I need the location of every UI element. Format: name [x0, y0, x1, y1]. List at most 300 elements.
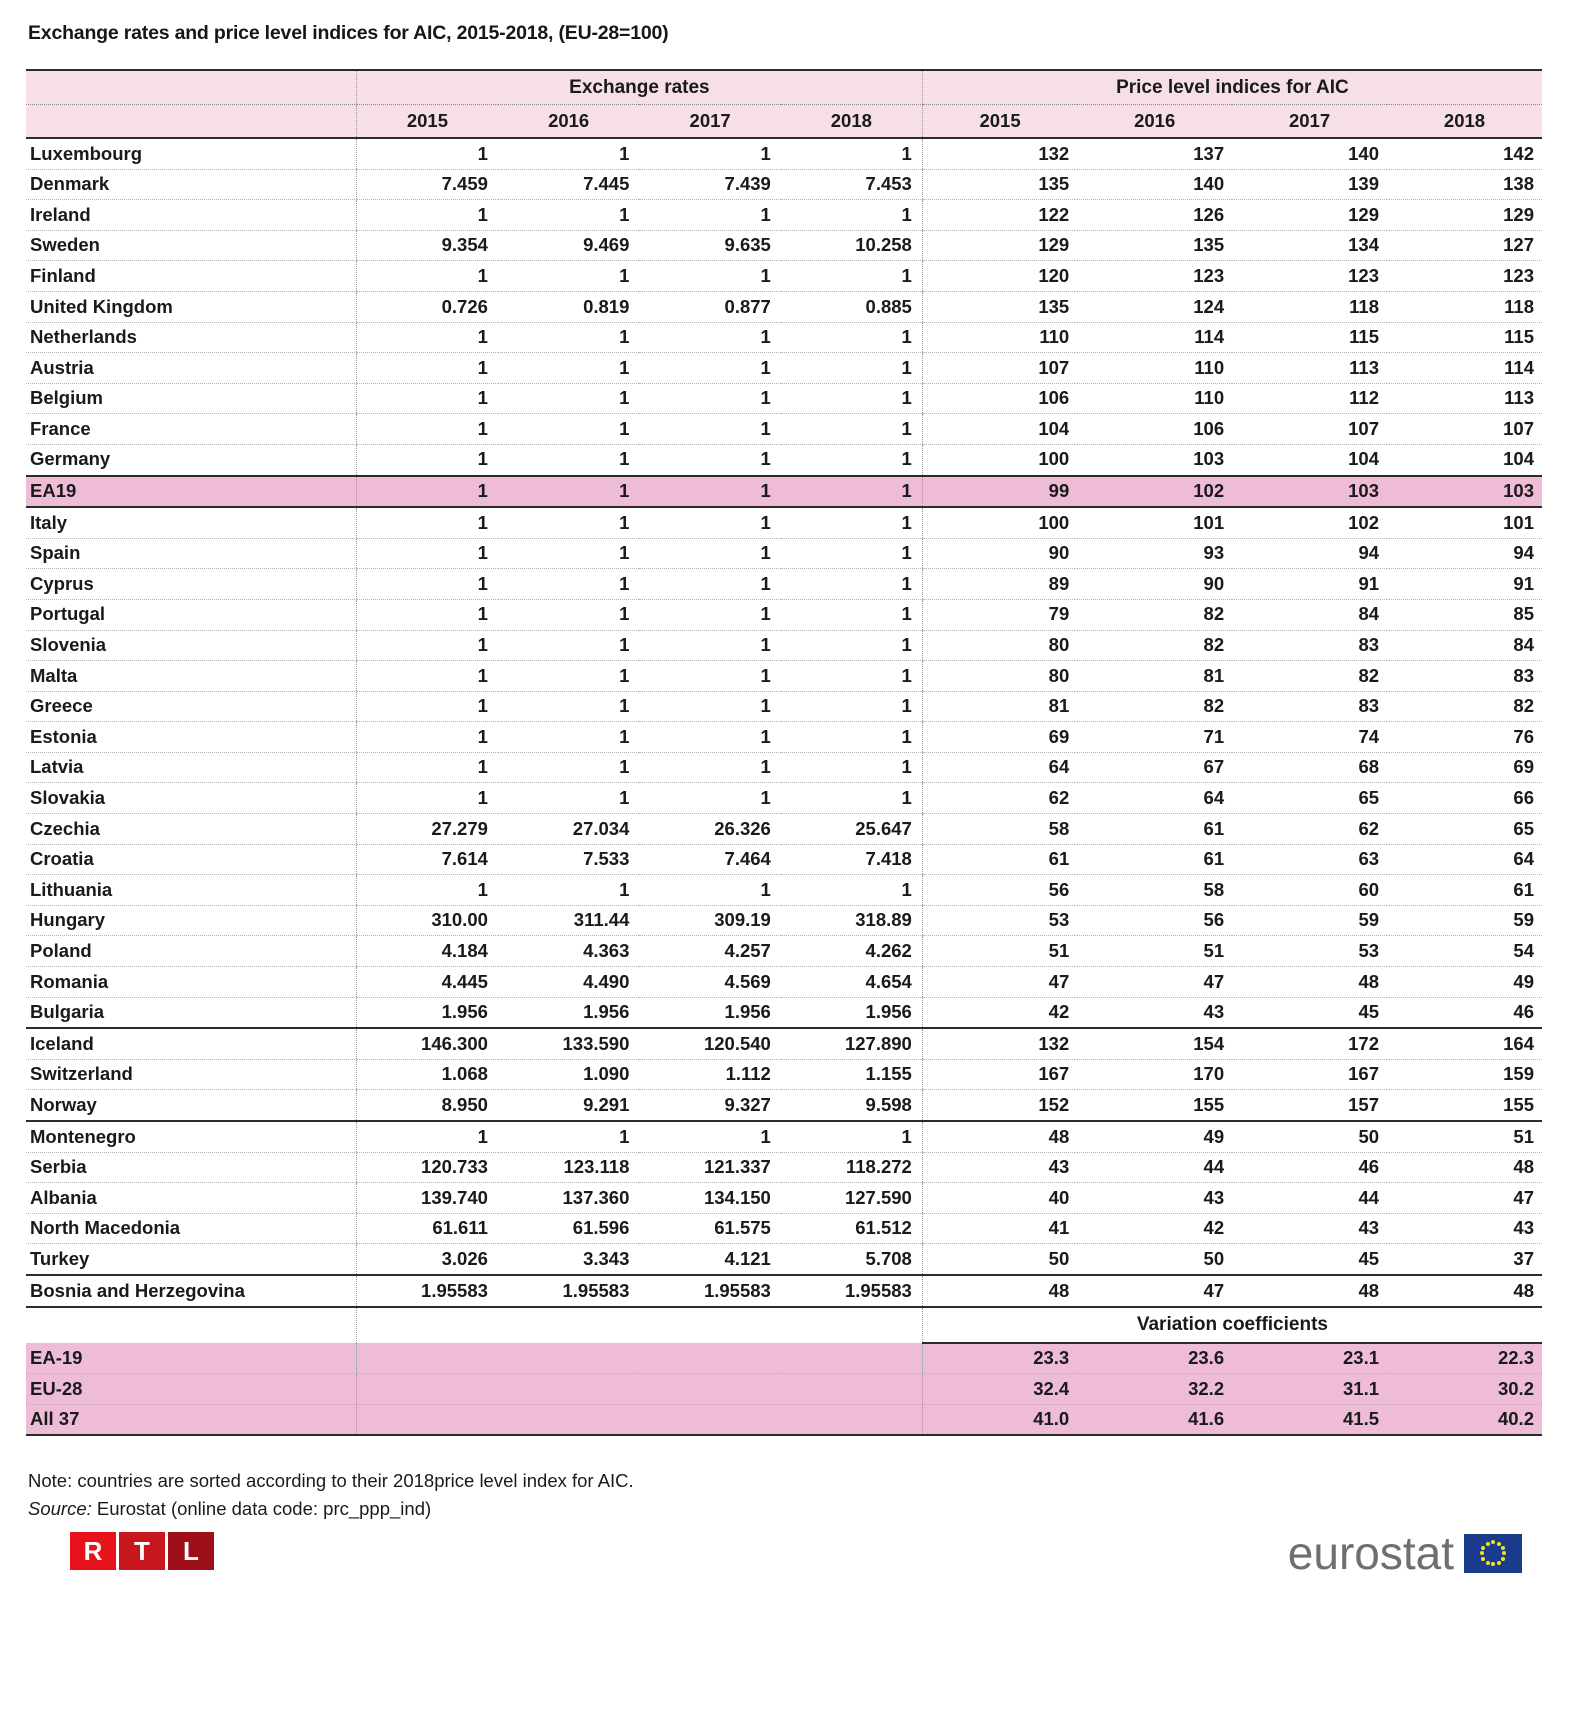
- cell-price-level-index: 58: [1077, 875, 1232, 906]
- eurostat-wordmark: eurostat: [1287, 1527, 1454, 1580]
- vc-blank: [639, 1404, 780, 1435]
- cell-exchange-rate: 133.590: [498, 1028, 639, 1059]
- table-row: [26, 200, 1542, 231]
- cell-price-level-index: 114: [1387, 353, 1542, 384]
- eu-star-icon: [1497, 1542, 1501, 1546]
- cell-exchange-rate: 1: [356, 414, 497, 445]
- cell-variation-coefficient: 23.1: [1232, 1343, 1387, 1374]
- cell-price-level-index: 43: [1077, 997, 1232, 1028]
- table-row: [26, 905, 1542, 936]
- cell-price-level-index: 58: [922, 814, 1077, 845]
- cell-exchange-rate: 311.44: [498, 905, 639, 936]
- row-country-name: Turkey: [26, 1244, 356, 1275]
- cell-price-level-index: 104: [1387, 444, 1542, 475]
- cell-price-level-index: 61: [1387, 875, 1542, 906]
- cell-exchange-rate: 4.121: [639, 1244, 780, 1275]
- cell-price-level-index: 51: [1077, 936, 1232, 967]
- row-country-name: Italy: [26, 507, 356, 538]
- eu-star-icon: [1491, 1540, 1495, 1544]
- cell-price-level-index: 135: [922, 169, 1077, 200]
- cell-price-level-index: 90: [922, 538, 1077, 569]
- cell-price-level-index: 82: [1387, 691, 1542, 722]
- table-row: [26, 814, 1542, 845]
- row-country-name: Iceland: [26, 1028, 356, 1059]
- cell-price-level-index: 48: [922, 1275, 1077, 1307]
- row-country-name: Malta: [26, 661, 356, 692]
- cell-price-level-index: 85: [1387, 599, 1542, 630]
- cell-exchange-rate: 3.343: [498, 1244, 639, 1275]
- row-country-name: Luxembourg: [26, 138, 356, 169]
- cell-price-level-index: 99: [922, 476, 1077, 508]
- cell-price-level-index: 112: [1232, 383, 1387, 414]
- cell-exchange-rate: 1: [498, 875, 639, 906]
- cell-price-level-index: 104: [1232, 444, 1387, 475]
- header-pli-2016: 2016: [1077, 105, 1232, 139]
- cell-price-level-index: 118: [1232, 291, 1387, 322]
- cell-exchange-rate: 1: [498, 691, 639, 722]
- varhdr-blank-country: [26, 1307, 356, 1343]
- cell-exchange-rate: 4.257: [639, 936, 780, 967]
- row-country-name: Spain: [26, 538, 356, 569]
- cell-price-level-index: 135: [922, 291, 1077, 322]
- cell-price-level-index: 129: [1232, 200, 1387, 231]
- cell-price-level-index: 103: [1077, 444, 1232, 475]
- cell-exchange-rate: 1: [639, 569, 780, 600]
- cell-exchange-rate: 4.184: [356, 936, 497, 967]
- cell-price-level-index: 164: [1387, 1028, 1542, 1059]
- cell-exchange-rate: 1: [639, 630, 780, 661]
- cell-price-level-index: 115: [1232, 322, 1387, 353]
- header-group-row: [26, 70, 1542, 105]
- row-country-name: Ireland: [26, 200, 356, 231]
- cell-exchange-rate: 127.590: [781, 1183, 923, 1214]
- row-country-name: Belgium: [26, 383, 356, 414]
- cell-exchange-rate: 1.112: [639, 1059, 780, 1090]
- cell-variation-coefficient: 32.2: [1077, 1374, 1232, 1405]
- row-country-name: Czechia: [26, 814, 356, 845]
- table-row: [26, 261, 1542, 292]
- eu-star-icon: [1501, 1557, 1505, 1561]
- vc-blank: [498, 1374, 639, 1405]
- cell-exchange-rate: 1: [781, 507, 923, 538]
- cell-price-level-index: 47: [1077, 967, 1232, 998]
- eu-star-icon: [1491, 1562, 1495, 1566]
- vc-blank: [781, 1404, 923, 1435]
- cell-price-level-index: 110: [1077, 353, 1232, 384]
- cell-exchange-rate: 9.635: [639, 230, 780, 261]
- row-country-name: Hungary: [26, 905, 356, 936]
- cell-price-level-index: 93: [1077, 538, 1232, 569]
- cell-price-level-index: 41: [922, 1213, 1077, 1244]
- cell-exchange-rate: 1: [356, 875, 497, 906]
- row-country-name: Romania: [26, 967, 356, 998]
- cell-exchange-rate: 1.95583: [639, 1275, 780, 1307]
- cell-exchange-rate: 1: [356, 261, 497, 292]
- cell-exchange-rate: 139.740: [356, 1183, 497, 1214]
- cell-price-level-index: 90: [1077, 569, 1232, 600]
- cell-price-level-index: 107: [1232, 414, 1387, 445]
- cell-price-level-index: 110: [922, 322, 1077, 353]
- row-country-name: Lithuania: [26, 875, 356, 906]
- cell-price-level-index: 44: [1232, 1183, 1387, 1214]
- table-header: [26, 70, 1542, 138]
- table-row: [26, 230, 1542, 261]
- row-country-name: Serbia: [26, 1152, 356, 1183]
- header-pli-2018: 2018: [1387, 105, 1542, 139]
- cell-exchange-rate: 1: [356, 752, 497, 783]
- row-country-name: Slovakia: [26, 783, 356, 814]
- row-country-name: Greece: [26, 691, 356, 722]
- header-country-blank: [26, 105, 356, 139]
- cell-price-level-index: 113: [1232, 353, 1387, 384]
- cell-price-level-index: 140: [1232, 138, 1387, 169]
- cell-price-level-index: 47: [922, 967, 1077, 998]
- vc-row-label: All 37: [26, 1404, 356, 1435]
- row-country-name: Poland: [26, 936, 356, 967]
- cell-exchange-rate: 1: [356, 630, 497, 661]
- cell-exchange-rate: 7.439: [639, 169, 780, 200]
- cell-price-level-index: 37: [1387, 1244, 1542, 1275]
- table-row: [26, 476, 1542, 508]
- cell-exchange-rate: 1: [498, 261, 639, 292]
- cell-exchange-rate: 1: [639, 138, 780, 169]
- cell-price-level-index: 62: [922, 783, 1077, 814]
- cell-price-level-index: 76: [1387, 722, 1542, 753]
- cell-price-level-index: 104: [922, 414, 1077, 445]
- cell-price-level-index: 113: [1387, 383, 1542, 414]
- cell-price-level-index: 44: [1077, 1152, 1232, 1183]
- cell-price-level-index: 56: [922, 875, 1077, 906]
- cell-variation-coefficient: 41.0: [922, 1404, 1077, 1435]
- cell-exchange-rate: 3.026: [356, 1244, 497, 1275]
- table-row: [26, 844, 1542, 875]
- cell-price-level-index: 91: [1232, 569, 1387, 600]
- cell-price-level-index: 64: [922, 752, 1077, 783]
- table-row: [26, 630, 1542, 661]
- cell-exchange-rate: 1: [639, 1121, 780, 1152]
- table-row: [26, 1244, 1542, 1275]
- cell-price-level-index: 139: [1232, 169, 1387, 200]
- cell-price-level-index: 47: [1077, 1275, 1232, 1307]
- cell-variation-coefficient: 22.3: [1387, 1343, 1542, 1374]
- source-line: [28, 1498, 1542, 1520]
- cell-exchange-rate: 1: [498, 1121, 639, 1152]
- cell-exchange-rate: 9.469: [498, 230, 639, 261]
- footer: [28, 1470, 1542, 1608]
- cell-exchange-rate: 1.956: [781, 997, 923, 1028]
- variation-coefficient-row: [26, 1374, 1542, 1405]
- vc-blank: [356, 1374, 497, 1405]
- table-row: [26, 169, 1542, 200]
- cell-exchange-rate: 1: [781, 691, 923, 722]
- eu-star-icon: [1497, 1561, 1501, 1565]
- cell-price-level-index: 42: [922, 997, 1077, 1028]
- cell-exchange-rate: 1: [781, 414, 923, 445]
- table-row: [26, 569, 1542, 600]
- cell-exchange-rate: 1.155: [781, 1059, 923, 1090]
- cell-price-level-index: 81: [922, 691, 1077, 722]
- cell-exchange-rate: 1: [639, 322, 780, 353]
- variation-coefficient-row: [26, 1404, 1542, 1435]
- cell-price-level-index: 43: [1232, 1213, 1387, 1244]
- cell-price-level-index: 46: [1232, 1152, 1387, 1183]
- rtl-logo-letter-l: L: [168, 1532, 214, 1570]
- cell-exchange-rate: 1: [498, 752, 639, 783]
- cell-exchange-rate: 1: [498, 444, 639, 475]
- cell-price-level-index: 69: [1387, 752, 1542, 783]
- cell-price-level-index: 83: [1387, 661, 1542, 692]
- cell-exchange-rate: 1: [498, 322, 639, 353]
- cell-exchange-rate: 1: [781, 875, 923, 906]
- cell-price-level-index: 167: [922, 1059, 1077, 1090]
- cell-exchange-rate: 7.533: [498, 844, 639, 875]
- cell-exchange-rate: 1: [356, 383, 497, 414]
- cell-exchange-rate: 1: [781, 630, 923, 661]
- logo-row: [28, 1528, 1542, 1608]
- cell-price-level-index: 84: [1387, 630, 1542, 661]
- cell-price-level-index: 138: [1387, 169, 1542, 200]
- cell-price-level-index: 114: [1077, 322, 1232, 353]
- cell-price-level-index: 51: [1387, 1121, 1542, 1152]
- cell-exchange-rate: 1: [781, 444, 923, 475]
- table-body: [26, 138, 1542, 1435]
- cell-exchange-rate: 7.445: [498, 169, 639, 200]
- cell-exchange-rate: 1: [498, 138, 639, 169]
- table-row: [26, 507, 1542, 538]
- header-group-exchange-rates: Exchange rates: [356, 70, 922, 105]
- row-country-name: Montenegro: [26, 1121, 356, 1152]
- table-row: [26, 322, 1542, 353]
- rtl-logo-letter-r: R: [70, 1532, 116, 1570]
- cell-price-level-index: 64: [1387, 844, 1542, 875]
- row-country-name: Netherlands: [26, 322, 356, 353]
- table-row: [26, 1152, 1542, 1183]
- cell-exchange-rate: 1: [498, 538, 639, 569]
- header-er-2017: 2017: [639, 105, 780, 139]
- vc-row-label: EA-19: [26, 1343, 356, 1374]
- cell-exchange-rate: 127.890: [781, 1028, 923, 1059]
- cell-exchange-rate: 0.885: [781, 291, 923, 322]
- cell-exchange-rate: 0.726: [356, 291, 497, 322]
- table-row: [26, 138, 1542, 169]
- cell-price-level-index: 89: [922, 569, 1077, 600]
- eu-star-icon: [1481, 1546, 1485, 1550]
- vc-blank: [498, 1343, 639, 1374]
- cell-price-level-index: 43: [922, 1152, 1077, 1183]
- cell-exchange-rate: 7.418: [781, 844, 923, 875]
- cell-exchange-rate: 1: [781, 752, 923, 783]
- cell-price-level-index: 71: [1077, 722, 1232, 753]
- row-country-name: Finland: [26, 261, 356, 292]
- cell-variation-coefficient: 31.1: [1232, 1374, 1387, 1405]
- header-er-2015: 2015: [356, 105, 497, 139]
- cell-price-level-index: 66: [1387, 783, 1542, 814]
- cell-exchange-rate: 1: [498, 383, 639, 414]
- cell-exchange-rate: 1: [639, 691, 780, 722]
- vc-blank: [498, 1404, 639, 1435]
- cell-price-level-index: 94: [1232, 538, 1387, 569]
- table-row: [26, 997, 1542, 1028]
- vc-blank: [781, 1343, 923, 1374]
- cell-exchange-rate: 7.453: [781, 169, 923, 200]
- table-row: [26, 444, 1542, 475]
- cell-price-level-index: 107: [1387, 414, 1542, 445]
- table-row: [26, 383, 1542, 414]
- source-text: Eurostat (online data code: prc_ppp_ind): [91, 1498, 432, 1520]
- cell-exchange-rate: 1: [639, 476, 780, 508]
- cell-exchange-rate: 61.596: [498, 1213, 639, 1244]
- cell-exchange-rate: 9.327: [639, 1090, 780, 1121]
- cell-exchange-rate: 1: [781, 1121, 923, 1152]
- cell-price-level-index: 60: [1232, 875, 1387, 906]
- cell-exchange-rate: 1: [639, 414, 780, 445]
- cell-exchange-rate: 1: [639, 507, 780, 538]
- eurostat-logo: [1287, 1527, 1522, 1580]
- variation-coefficients-label: Variation coefficients: [922, 1307, 1542, 1343]
- row-country-name: Albania: [26, 1183, 356, 1214]
- cell-price-level-index: 47: [1387, 1183, 1542, 1214]
- cell-exchange-rate: 1: [356, 783, 497, 814]
- cell-price-level-index: 101: [1077, 507, 1232, 538]
- cell-price-level-index: 53: [1232, 936, 1387, 967]
- cell-exchange-rate: 10.258: [781, 230, 923, 261]
- cell-price-level-index: 49: [1387, 967, 1542, 998]
- table-row: [26, 1183, 1542, 1214]
- row-country-name: Slovenia: [26, 630, 356, 661]
- cell-exchange-rate: 1: [356, 722, 497, 753]
- cell-exchange-rate: 1: [639, 383, 780, 414]
- table-row: [26, 1090, 1542, 1121]
- variation-coefficients-header-row: [26, 1307, 1542, 1343]
- cell-price-level-index: 101: [1387, 507, 1542, 538]
- row-country-name: Cyprus: [26, 569, 356, 600]
- table-row: [26, 691, 1542, 722]
- cell-price-level-index: 40: [922, 1183, 1077, 1214]
- table-row: [26, 875, 1542, 906]
- cell-exchange-rate: 1: [781, 383, 923, 414]
- cell-price-level-index: 126: [1077, 200, 1232, 231]
- cell-price-level-index: 62: [1232, 814, 1387, 845]
- row-country-name: Portugal: [26, 599, 356, 630]
- varhdr-blank-er: [356, 1307, 922, 1343]
- cell-exchange-rate: 4.490: [498, 967, 639, 998]
- row-country-name: Denmark: [26, 169, 356, 200]
- cell-exchange-rate: 1: [498, 722, 639, 753]
- cell-price-level-index: 67: [1077, 752, 1232, 783]
- row-country-name: Latvia: [26, 752, 356, 783]
- cell-exchange-rate: 1: [356, 507, 497, 538]
- cell-exchange-rate: 1: [498, 661, 639, 692]
- cell-exchange-rate: 1.956: [498, 997, 639, 1028]
- cell-exchange-rate: 1: [781, 322, 923, 353]
- cell-price-level-index: 65: [1387, 814, 1542, 845]
- cell-exchange-rate: 146.300: [356, 1028, 497, 1059]
- cell-exchange-rate: 1: [498, 353, 639, 384]
- cell-exchange-rate: 26.326: [639, 814, 780, 845]
- cell-exchange-rate: 1: [356, 322, 497, 353]
- cell-price-level-index: 123: [1387, 261, 1542, 292]
- cell-exchange-rate: 61.512: [781, 1213, 923, 1244]
- cell-price-level-index: 84: [1232, 599, 1387, 630]
- rtl-logo: [70, 1532, 214, 1570]
- cell-price-level-index: 94: [1387, 538, 1542, 569]
- row-country-name: Estonia: [26, 722, 356, 753]
- cell-exchange-rate: 1: [781, 476, 923, 508]
- cell-price-level-index: 56: [1077, 905, 1232, 936]
- cell-price-level-index: 82: [1232, 661, 1387, 692]
- cell-price-level-index: 46: [1387, 997, 1542, 1028]
- cell-price-level-index: 68: [1232, 752, 1387, 783]
- row-country-name: Bulgaria: [26, 997, 356, 1028]
- table-row: [26, 752, 1542, 783]
- exchange-rate-pli-table: [26, 69, 1542, 1436]
- cell-exchange-rate: 1: [781, 722, 923, 753]
- cell-exchange-rate: 8.950: [356, 1090, 497, 1121]
- cell-exchange-rate: 9.291: [498, 1090, 639, 1121]
- table-row: [26, 1213, 1542, 1244]
- table-row: [26, 783, 1542, 814]
- cell-price-level-index: 69: [922, 722, 1077, 753]
- vc-blank: [356, 1343, 497, 1374]
- cell-price-level-index: 91: [1387, 569, 1542, 600]
- cell-exchange-rate: 0.819: [498, 291, 639, 322]
- cell-price-level-index: 50: [1232, 1121, 1387, 1152]
- table-row: [26, 1028, 1542, 1059]
- cell-exchange-rate: 1: [356, 569, 497, 600]
- cell-exchange-rate: 7.464: [639, 844, 780, 875]
- cell-exchange-rate: 4.569: [639, 967, 780, 998]
- variation-coefficient-row: [26, 1343, 1542, 1374]
- table-row: [26, 538, 1542, 569]
- cell-exchange-rate: 1: [498, 569, 639, 600]
- cell-price-level-index: 129: [922, 230, 1077, 261]
- vc-blank: [639, 1343, 780, 1374]
- cell-price-level-index: 122: [922, 200, 1077, 231]
- cell-price-level-index: 172: [1232, 1028, 1387, 1059]
- eu-star-icon: [1501, 1546, 1505, 1550]
- cell-price-level-index: 102: [1077, 476, 1232, 508]
- header-year-row: [26, 105, 1542, 139]
- cell-exchange-rate: 1.068: [356, 1059, 497, 1090]
- cell-exchange-rate: 1.95583: [498, 1275, 639, 1307]
- vc-blank: [639, 1374, 780, 1405]
- cell-exchange-rate: 134.150: [639, 1183, 780, 1214]
- cell-price-level-index: 64: [1077, 783, 1232, 814]
- cell-exchange-rate: 1: [781, 599, 923, 630]
- cell-price-level-index: 65: [1232, 783, 1387, 814]
- cell-price-level-index: 51: [922, 936, 1077, 967]
- table-row: [26, 1121, 1542, 1152]
- cell-exchange-rate: 1: [639, 538, 780, 569]
- eu-star-icon: [1480, 1551, 1484, 1555]
- eu-star-icon: [1486, 1561, 1490, 1565]
- cell-price-level-index: 83: [1232, 691, 1387, 722]
- cell-price-level-index: 81: [1077, 661, 1232, 692]
- cell-price-level-index: 80: [922, 661, 1077, 692]
- cell-exchange-rate: 1: [498, 414, 639, 445]
- cell-variation-coefficient: 30.2: [1387, 1374, 1542, 1405]
- source-label: Source:: [28, 1498, 92, 1520]
- cell-price-level-index: 48: [1387, 1152, 1542, 1183]
- cell-price-level-index: 61: [922, 844, 1077, 875]
- table-row: [26, 1059, 1542, 1090]
- cell-price-level-index: 107: [922, 353, 1077, 384]
- cell-price-level-index: 123: [1077, 261, 1232, 292]
- row-country-name: North Macedonia: [26, 1213, 356, 1244]
- cell-price-level-index: 132: [922, 1028, 1077, 1059]
- table-row: [26, 291, 1542, 322]
- cell-price-level-index: 159: [1387, 1059, 1542, 1090]
